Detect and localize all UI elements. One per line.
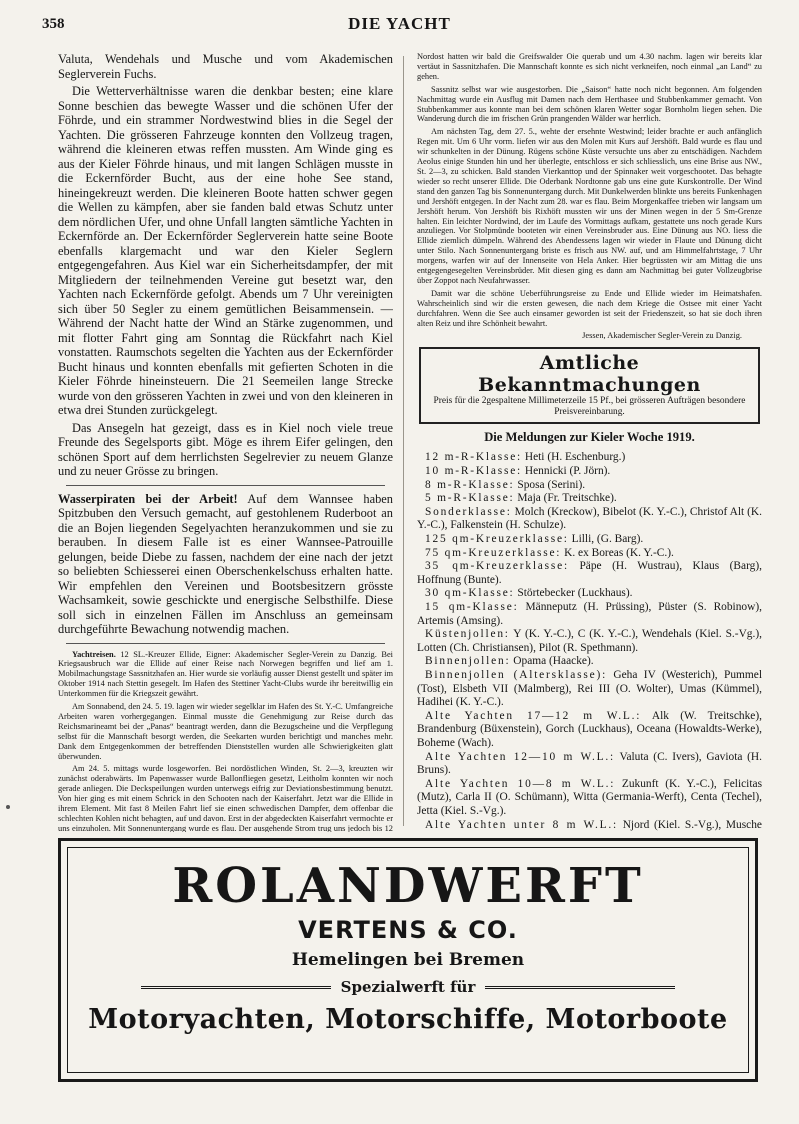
meldung-entry [417,465,762,479]
meldung-class: Alte Yachten 10—8 m W.L.: [425,777,616,790]
meldung-entry [417,547,762,561]
meldung-class: 15 qm-Klasse: [425,601,519,613]
meldung-boats: K. ex Boreas (K. Y.-C.). [561,546,674,559]
meldung-entry [417,492,762,506]
left-paragraph: Das Ansegeln hat gezeigt, dass es in Kiel noch viele treue Freunde des Segelsports gibt. Möge es ihrem Eifer gelingen, den schönen Sport auf dem herrlichsten Segelrevier zu neuem Glanze und zu neuer Grösse zu bringen. [58,420,393,478]
rolandwerft-advertisement [58,838,758,1082]
ad-company: VERTENS & CO. [298,916,518,944]
meldung-class: Binnenjollen (Altersklasse): [425,668,608,681]
meldung-class: 10 m-R-Klasse: [425,465,523,478]
meldungen-list [417,451,762,832]
meldung-class: 125 qm-Kreuzerklasse: [425,533,569,546]
yachtreisen-heading: Yachtreisen. [72,649,116,659]
meldung-class: 8 m-R-Klasse: [425,478,515,491]
ad-specialty: Spezialwerft für [340,978,476,996]
yachtreisen-paragraph [58,650,393,700]
right-paragraph: Damit war die schöne Ueberführungsreise zu Ende und Ellide wieder im Heimatshafen. Wahrscheinlich sind wir die ersten gewesen, die nach dem Kriege die Ostsee mit einer Yacht durchfahren. Wenn die See auch einsamer geworden ist seit der Friedenszeit, so hat sie doch ihren alten Reiz und ihre Schönheit bewahrt. [417,288,762,328]
meldung-class: 12 m-R-Klasse: [425,451,523,464]
margin-mark [6,805,10,809]
yachtreisen-text: 12 SL.-Kreuzer Ellide, Eigner: Akademischer Segler-Verein zu Danzig. Bei Kriegsausbruch war die Ellide auf einer Reise nach Norwegen begriffen und lief am 1. Mobilmachungstage Sassnitzhafen an. Hier wurde sie vorläufig ausser Dienst gestellt und später im Oktober 1914 nach Stettin gesegelt. Im Hafen des Stettiner Yacht-Clubs wurde ihr bereitwillig ein Unterkommen für die Kriegszeit gewährt. [58,649,393,699]
left-column [58,52,393,832]
right-paragraph: Sassnitz selbst war wie ausgestorben. Die „Saison“ hatte noch nicht begonnen. Am folgenden Nachmittag wurde ein Ausflug mit Damen nach dem Herthasee und Stubbenkammer gemacht. Von Stubbenkammer aus konnte man bei dem schönen klaren Wetter sogar Bornholm liegen sehen. Die Wanderung durch die im frischen Grün prangenden Wälder war herrlich. [417,84,762,124]
meldung-boats: Störtebecker (Luckhaus). [514,587,633,600]
meldungen-title: Die Meldungen zur Kieler Woche 1919. [484,430,695,445]
left-paragraph: Valuta, Wendehals und Musche und vom Akademischen Seglerverein Fuchs. [58,52,393,81]
meldung-entry [417,560,762,587]
meldung-entry [417,506,762,533]
wasserpiraten-text: Auf dem Wannsee haben Spitzbuben den Versuch gemacht, auf gestohlenem Ruderboot an die an Bojen liegenden Segelyachten heranzukommen und sie zu berauben. In diesem Falle ist es einer Wannsee-Patrouille gelungen, beide Diebe zu fassen, nachdem der eine nach der jetzt so beliebten Schiesserei einen Oberschenkelschuss erhalten hatte. Wir empfehlen den Vereinen und Bootsbesitzern grösste Wachsamkeit, sowie geschickte und energische Selbsthilfe. Diese soll sich in einzelnen Fällen im Anschluss an gemeinsam durchgeführte Bewachung notwendig machen. [58,491,393,636]
meldung-entry [417,451,762,465]
notice-title: Amtliche Bekanntmachungen [478,352,701,397]
ad-specialty-row [68,978,748,996]
meldung-boats: Zukunft (K. Y.-C.), Felicitas (Mutz), Carla II (O. Schümann), Witta (Germania-Werft), Centa (Techel), Jetta (Kiel. S.-Vg.). [417,777,762,817]
column-divider [403,56,404,826]
meldung-entry [417,778,762,819]
meldung-class: 35 qm-Kreuzerklasse: [425,560,569,573]
meldung-entry [417,628,762,655]
yachtreisen-paragraph: Am Sonnabend, den 24. 5. 19. lagen wir wieder segelklar im Hafen des St. Y.-C. Umfangreiche Arbeiten waren vorhergegangen. Einmal musste die Genehmigung zur Reise durch das Reichsmarineamt bei der „Panas“ beantragt werden, dann die Bezugscheine und die Verpflegung selbst für die Mannschaft besorgt werden, die Seekarten wurden berichtigt und manches mehr. Dank dem Entgegenkommen der betreffenden Dienststellen wurden alle Schwierigkeiten glatt überwunden. [58,702,393,761]
meldung-class: Sonderklasse: [425,505,512,518]
meldung-entry [417,655,762,669]
meldung-entry [417,601,762,628]
wasserpiraten-paragraph [58,492,393,637]
ad-rule-right [485,986,675,989]
left-paragraph: Die Wetterverhältnisse waren die denkbar besten; eine klare Sonne beschien das bewegte Wasser und die schönen Ufer der Föhrde, und ein strammer Nordwestwind blies in die Segel der Yachten. Die grösseren Fahrzeuge konnten den Vollzeug tragen, während die kleineren etwas reffen mussten. Am Winde ging es aus der Kieler Föhrde hinaus, und mit langen Schlägen musste in die Eckernförder Bucht, aus der eine hohe See stand, hineingekreuzt werden. Die kleineren Boote hatten schwer gegen die Wellen zu kämpfen, aber sie fanden bald etwas Schutz unter dem nördlichen Ufer, und ohne Unfall langten sämtliche Yachten in Eckernförde an. Der Eckernförder Seglerverein hatte seine Boote ebenfalls klargemacht und war den Kieler Seglern entgegengefahren. Aus Kiel war ein Sicherheitsdampfer, der mit Mitgliedern der teilnehmenden Vereine gut besetzt war, den Yachten nach Eckernförde gefolgt. Abends um 7 Uhr vereinigten sich über 50 Segler zu einem gemütlichen Beisammensein. — Während der Nacht hatte der Wind an Stärke zugenommen, und mit flotter Fahrt ging am Sonntag die Rückfahrt nach Kiel vonstatten. Raumschots segelten die Yachten aus der Eckernförder Bucht hinaus und konnten ebenfalls mit gefierten Schoten in die Kieler Föhrde hineinsteuern. Die 21 Seemeilen lange Strecke wurde von den grösseren Yachten in zwei und von den kleineren in etwa drei Stunden zurückgelegt. [58,84,393,417]
ad-products: Motoryachten, Motorschiffe, Motorboote [88,1004,728,1035]
ad-inner-frame [67,847,749,1073]
meldung-boats: Y (K. Y.-C.), C (K. Y.-C.), Wendehals (Kiel. S.-Vg.), Lotten (Ch. Christiansen), Pilot (R. Spethmann). [417,628,762,654]
meldung-entry [417,819,762,833]
meldung-boats: Hennicki (P. Jörn). [522,465,611,478]
yachtreisen-paragraph: Am 24. 5. mittags wurde losgeworfen. Bei nordöstlichen Winden, St. 2—3, kreuzten wir zunächst oderabwärts. Im Papenwasser wurde Ballonfliegen gesetzt, Leitholm konnten wir noch gerade anliegen. Die Deckspeilungen wurden unterwegs eifrig zur Deviationsbestimmung benutzt. Von hier ging es mit einem Schrick in den Schooten nach der Kaiserfahrt. Jetzt war die Ellide in ihrem Element. Mit fast 8 Meilen Fahrt lief sie einen schwedischen Dampfer, dem offenbar die schlechten Kohlen nicht behagten, auf und davon. Erst in der abgedeckten Kaiserfahrt vermochte er uns einzuholen. Mit Sonnenuntergang wurde es flau. Der ausgehende Strom trug uns jedoch bis 12 [58,764,393,832]
meldung-entry [417,710,762,751]
meldung-boats: Valuta (C. Ivers), Gaviota (H. Bruns). [417,750,762,777]
signature: Jessen, Akademischer Segler-Verein zu Danzig. [582,331,742,341]
meldung-boats: Opama (Haacke). [510,655,594,668]
meldung-class: Binnenjollen: [425,655,511,668]
ad-title: ROLANDWERFT [172,858,644,914]
meldung-entry [417,669,762,710]
page-number: 358 [42,16,65,32]
notice-text: Preis für die 2gespaltene Millimeterzeile 15 Pf., bei grösseren Aufträgen besondere Preisvereinbarung. [433,396,746,418]
right-column [417,52,762,832]
wasserpiraten-heading: Wasserpiraten bei der Arbeit! [58,491,238,506]
right-paragraph: Am nächsten Tag, dem 27. 5., wehte der ersehnte Westwind; leider brachte er auch anfänglich Regen mit. Um 6 Uhr vorm. liefen wir aus den Molen mit Kurs auf Jershöft. Bald wurde es flau und wir schunkelten in der Dünung. Rügens schöne Küste versuchte uns aber zu entschädigen. Nachdem Aeolus einige Stunden hin und her überlegte, entschloss er sich schliesslich, uns eine Brise aus NW., St. 2—3, zu schicken. Bald standen Vierkanttop und der Spinnaker weit vorgeschootet. Das behagte wieder so recht unserer Ellide. Die Oderbank Nordtonne gab uns eine gute Kurskontrolle. Der Wind stand den ganzen Tag bis Sonnenuntergang durch. Mit Dunkelwerden blinkte uns bereits Funkenhagen und Jershöft entgegen. In der Nacht zum 28. war es flau. Beim Morgenkaffee trieben wir langsam um Jershöft herum. Von Jershöft bis Rixhöft mussten wir uns der Minen wegen in der 5 Sm-Grenze halten. Ein leichter Nordwind, der im Laufe des Vormittags aufkam, gestattete uns noch gerade Kurs anzuliegen. Vor Stolpmünde booteten wir einen Vereinsbruder aus. Eine Dünung aus NO. liess die Ellide ziemlich dümpeln. Während des Abendessens lagen wir wieder in Flaute und Dünung dicht unter Stilo. Nach Sonnenuntergang briste es frisch aus NW. auf, und am Himmelfahrtstage, 7 Uhr morgens, warfen wir auf der Innenseite von Hela Anker. Hier begrüssten wir am Mittag die uns entgegengesegelten Vereinsbrüder. Mit diesen ging es dann am Nachmittag bei guter Vollzeugbrise über Zoppot nach Neufahrwasser. [417,127,762,285]
meldung-boats: Männeputz (H. Prüssing), Püster (S. Robinow), Artemis (Amsing). [417,601,762,627]
official-notices-box [419,347,760,424]
meldung-boats: Lilli, (G. Barg). [568,533,644,546]
meldung-class: Alte Yachten 12—10 m W.L.: [425,750,615,763]
right-paragraph: Nordost hatten wir bald die Greifswalder Oie querab und um 4.30 nachm. lagen wir bereits klar vertäut in Sassnitzhafen. Die Mannschaft konnte es sich nicht verkneifen, noch einmal „an Land“ zu gehen. [417,52,762,81]
meldung-boats: Heti (H. Eschenburg.) [522,451,626,464]
meldung-boats: Päpe (H. Wustrau), Klaus (Barg), Hoffnung (Bunte). [417,560,762,586]
meldung-boats: Njord (Kiel. S.-Vg.), Musche [622,818,762,831]
section-divider [66,485,385,486]
meldung-class: 75 qm-Kreuzerklasse: [425,546,562,559]
meldung-boats: Maja (Fr. Treitschke). [514,492,617,505]
meldung-class: Alte Yachten 17—12 m W.L.: [425,709,642,722]
meldung-boats: Alk (W. Treitschke), Brandenburg (Büxenstein), Gorch (Luckhaus), Oceana (Howaldts-Werke), Boheme (Wach). [417,709,762,749]
meldung-boats: Geha IV (Westerich), Pummel (Tost), Elsbeth VII (Malmberg), Rei III (O. Wolter), Umas (Kümmel), Hadihei (K. Y.-C.). [417,668,762,709]
section-divider [66,643,385,644]
meldung-entry [417,533,762,547]
meldung-entry [417,587,762,601]
meldung-entry [417,751,762,778]
meldung-boats: Molch (Kreckow), Bibelot (K. Y.-C.), Christof Alt (K. Y.-C.), Falkenstein (H. Schulze). [417,505,762,532]
meldung-class: 30 qm-Klasse: [425,587,515,600]
running-title: DIE YACHT [348,14,451,33]
meldung-class: Alte Yachten unter 8 m W.L.: [425,818,619,831]
meldung-boats: Sposa (Serini). [514,478,586,491]
meldung-class: Küstenjollen: [425,628,510,641]
ad-location: Hemelingen bei Bremen [291,950,525,970]
ad-rule-left [141,986,331,989]
meldung-class: 5 m-R-Klasse: [425,492,515,505]
meldung-entry [417,479,762,493]
